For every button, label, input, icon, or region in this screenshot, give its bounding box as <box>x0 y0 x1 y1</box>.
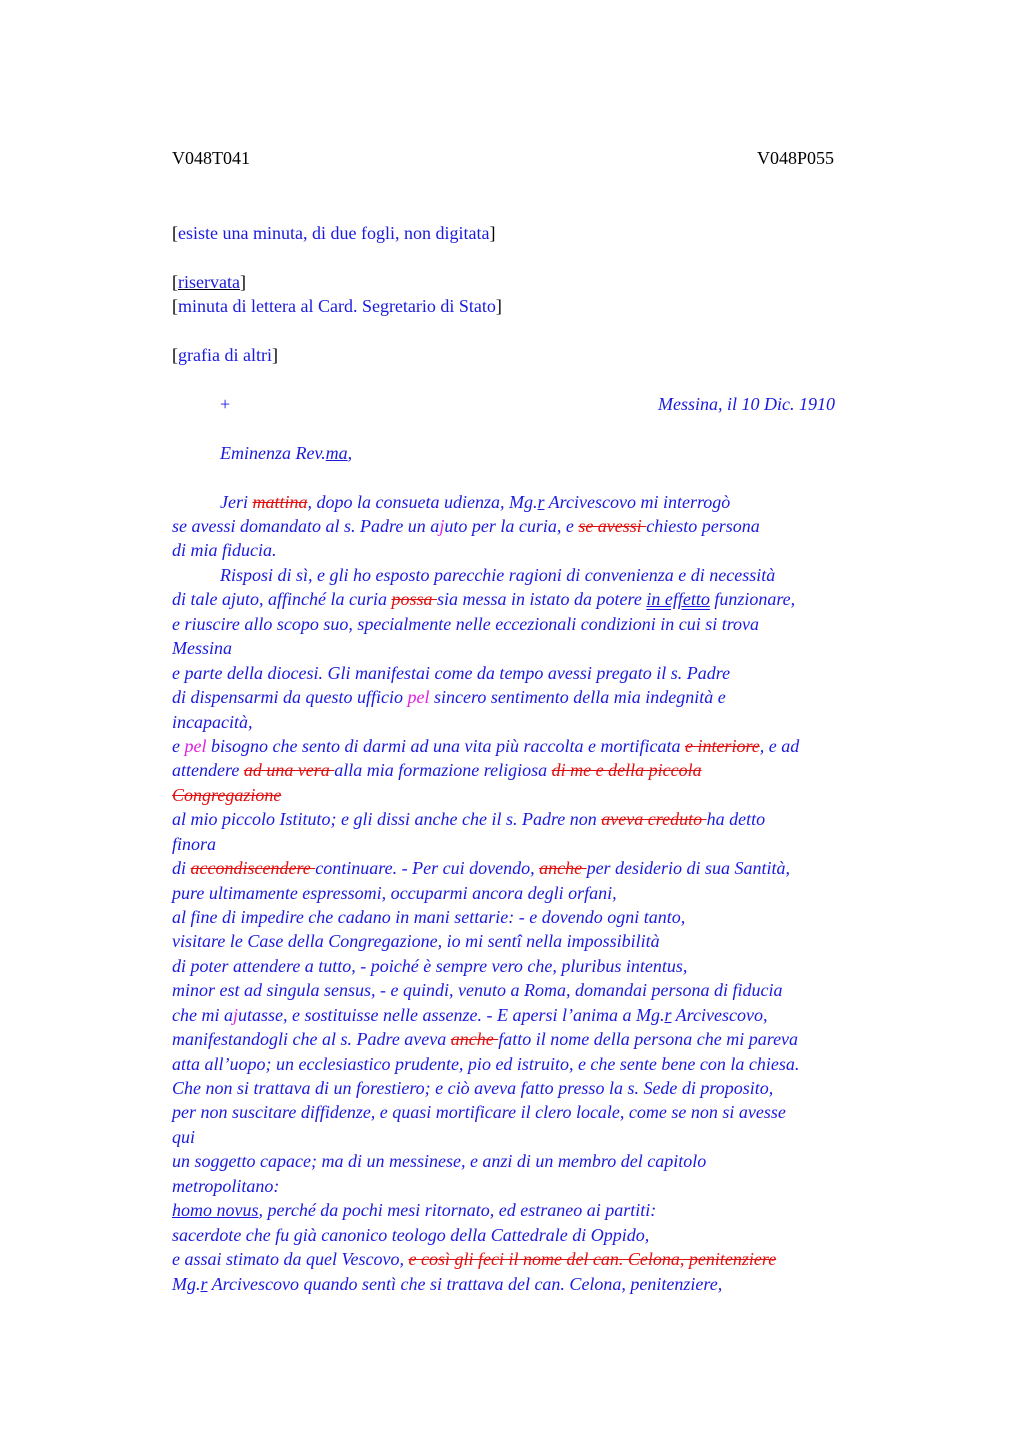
text-line-13: Congregazione <box>172 785 282 805</box>
text-line-8: e parte della diocesi. Gli manifestai come da tempo avessi pregato il s. Padre <box>172 663 731 683</box>
place-date: Messina, il 10 Dic. 1910 <box>658 394 835 414</box>
cross-mark: + <box>220 394 231 414</box>
text-line-24: atta all’uopo; un ecclesiastico prudente, pio ed istruito, e che sente bene con la chiesa. <box>172 1054 800 1074</box>
text-line-25: Che non si trattava di un forestiero; e ciò aveva fatto presso la s. Sede di proposito, <box>172 1078 774 1098</box>
text-line-11: e pel bisogno che sento di darmi ad una vita più raccolta e mortificata e interiore, e ad <box>172 736 800 756</box>
text-line-23: manifestandogli che al s. Padre aveva anche fatto il nome della persona che mi pareva <box>172 1029 799 1049</box>
note-grafia: [grafia di altri] <box>172 345 278 365</box>
text-line-31: sacerdote che fu già canonico teologo della Cattedrale di Oppido, <box>172 1225 650 1245</box>
text-line-21: minor est ad singula sensus, - e quindi, venuto a Roma, domandai persona di fiducia <box>172 980 783 1000</box>
text-line-5: di tale ajuto, affinché la curia possa sia messa in istato da potere in effetto funzionare, <box>172 589 796 609</box>
text-line-22: che mi ajutasse, e sostituisse nelle assenze. - E apersi l’anima a Mg.r Arcivescovo, <box>172 1005 768 1025</box>
text-line-6: e riuscire allo scopo suo, specialmente nelle eccezionali condizioni in cui si trova <box>172 614 760 634</box>
text-line-4: Risposi di sì, e gli ho esposto parecchie ragioni di convenienza e di necessità <box>220 565 776 585</box>
note-minuta-lettera: [minuta di lettera al Card. Segretario di Stato] <box>172 296 502 316</box>
salutation: Eminenza Rev.ma, <box>220 443 353 463</box>
text-line-17: pure ultimamente espressomi, occuparmi ancora degli orfani, <box>172 883 617 903</box>
header-left-code: V048T041 <box>172 148 250 168</box>
text-line-1: Jeri mattina, dopo la consueta udienza, Mg.r Arcivescovo mi interrogò <box>220 492 731 512</box>
text-line-29: metropolitano: <box>172 1176 280 1196</box>
note-riservata: [riservata] <box>172 272 246 292</box>
text-line-2: se avessi domandato al s. Padre un ajuto per la curia, e se avessi chiesto persona <box>172 516 760 536</box>
text-line-9: di dispensarmi da questo ufficio pel sincero sentimento della mia indegnità e <box>172 687 726 707</box>
text-line-27: qui <box>172 1127 196 1147</box>
text-line-26: per non suscitare diffidenze, e quasi mortificare il clero locale, come se non si avesse <box>172 1102 786 1122</box>
text-line-14: al mio piccolo Istituto; e gli dissi anche che il s. Padre non aveva creduto ha detto <box>172 809 766 829</box>
text-line-19: visitare le Case della Congregazione, io mi sentî nella impossibilità <box>172 931 660 951</box>
header-right-code: V048P055 <box>757 148 835 168</box>
text-line-7: Messina <box>172 638 232 658</box>
note-minuta: [esiste una minuta, di due fogli, non digitata] <box>172 223 496 243</box>
text-line-28: un soggetto capace; ma di un messinese, e anzi di un membro del capitolo <box>172 1151 707 1171</box>
text-line-32: e assai stimato da quel Vescovo, e così gli feci il nome del can. Celona, penitenziere <box>172 1249 777 1269</box>
text-line-33: Mg.r Arcivescovo quando sentì che si trattava del can. Celona, penitenziere, <box>172 1274 723 1294</box>
text-line-10: incapacità, <box>172 712 253 732</box>
text-line-12: attendere ad una vera alla mia formazione religiosa di me e della piccola <box>172 760 702 780</box>
text-line-15: finora <box>172 834 217 854</box>
text-line-30: homo novus, perché da pochi mesi ritornato, ed estraneo ai partiti: <box>172 1200 657 1220</box>
text-line-20: di poter attendere a tutto, - poiché è sempre vero che, pluribus intentus, <box>172 956 688 976</box>
text-line-3: di mia fiducia. <box>172 540 277 560</box>
text-line-16: di accondiscendere continuare. - Per cui dovendo, anche per desiderio di sua Santità, <box>172 858 791 878</box>
text-line-18: al fine di impedire che cadano in mani settarie: - e dovendo ogni tanto, <box>172 907 686 927</box>
